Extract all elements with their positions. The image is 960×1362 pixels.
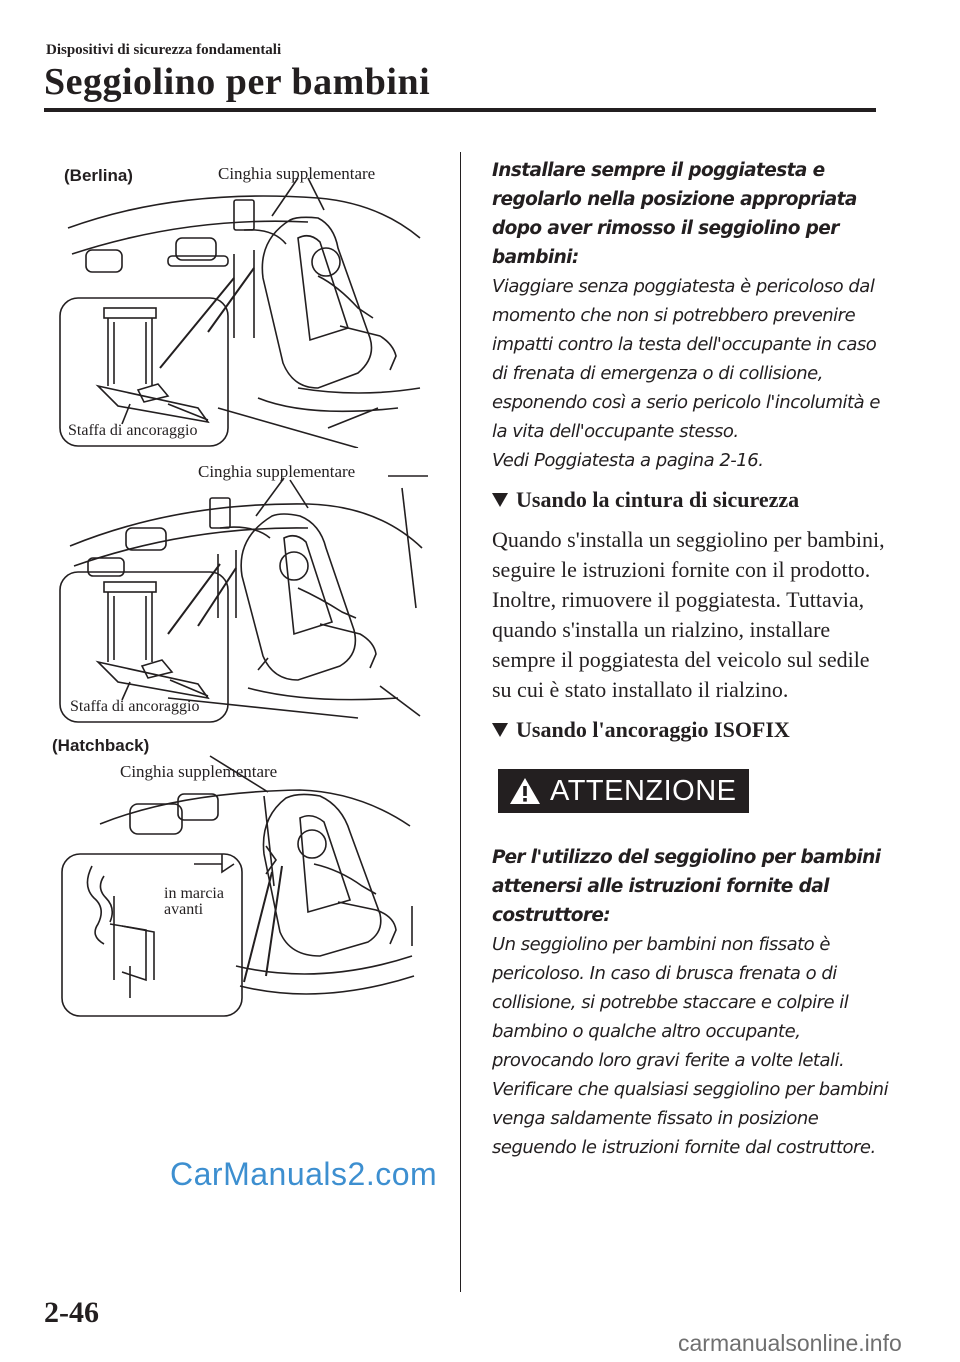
forward-direction-line1: in marcia: [164, 885, 224, 902]
anchor-bracket-label-1: Staffa di ancoraggio: [68, 422, 198, 439]
warning-heading: Per l'utilizzo del seggiolino per bambini attenersi alle istruzioni fornite dal costruttore:: [492, 847, 881, 926]
footer-site: carmanualsonline.info: [678, 1330, 902, 1356]
column-divider: [460, 152, 461, 1292]
subsection-heading-isofix-text: Usando l'ancoraggio ISOFIX: [516, 717, 790, 742]
caution-body: Viaggiare senza poggiatesta è pericoloso dal momento che non si potrebbero prevenire impatti contro la testa dell'occupante in caso di frenata di emergenza o di collisione, esponendo così a serio pericolo l'incolumità e la vita dell'occupante stesso.: [492, 276, 880, 442]
page-number: 2-46: [44, 1296, 99, 1329]
figure-sedan-tether-2: [58, 458, 428, 730]
triangle-bullet-icon: [492, 493, 508, 507]
right-column: [492, 156, 892, 1162]
seatbelt-body: Quando s'installa un seggiolino per bambini, seguire le istruzioni fornite con il prodotto.: [492, 527, 885, 582]
tether-strap-label-3: Cinghia supplementare: [120, 762, 278, 781]
sedan-seat-illustration-2: [58, 458, 428, 730]
subsection-heading-seatbelt-text: Usando la cintura di sicurezza: [516, 487, 800, 512]
title-rule: [44, 108, 876, 112]
figure-hatchback-isofix: [50, 736, 428, 1026]
figure-sedan-tether: [58, 158, 428, 448]
forward-direction-line2: avanti: [164, 901, 204, 918]
caution-heading: Installare sempre il poggiatesta e regolarlo nella posizione appropriata dopo aver rimosso il seggiolino per bambini:: [492, 160, 857, 268]
seatbelt-body-2: Inoltre, rimuovere il poggiatesta. Tuttavia, quando s'installa un rialzino, installare sempre il poggiatesta del veicolo sul sedile su cui è stato installato il rialzino.: [492, 587, 870, 702]
triangle-bullet-icon: [492, 723, 508, 737]
sedan-seat-illustration: [58, 158, 428, 448]
caution-reference: Vedi Poggiatesta a pagina 2-16.: [492, 450, 764, 471]
warning-badge: [498, 769, 749, 813]
watermark: CarManuals2.com: [170, 1156, 438, 1192]
subsection-heading-seatbelt: [492, 485, 892, 515]
warning-label: ATTENZIONE: [550, 774, 737, 807]
figure-variant-label-sedan: (Berlina): [64, 166, 133, 185]
tether-strap-label-1: Cinghia supplementare: [218, 164, 376, 183]
anchor-bracket-label-2: Staffa di ancoraggio: [70, 698, 200, 715]
subsection-heading-isofix: [492, 715, 892, 745]
forward-direction-label: [164, 886, 224, 918]
warning-body: Un seggiolino per bambini non fissato è pericoloso. In caso di brusca frenata o di collisione, si potrebbe staccare e colpire il bambino o qualche altro occupante, provocando loro gravi ferite a volte letali. Verificare che qualsiasi seggiolino per bambini venga saldamente fissato in posizione seguendo le istruzioni fornite dal costruttore.: [492, 934, 889, 1158]
section-label: Dispositivi di sicurezza fondamentali: [46, 42, 282, 58]
tether-strap-label-2: Cinghia supplementare: [198, 462, 356, 481]
figure-variant-label-hatchback: (Hatchback): [52, 736, 150, 755]
page-title: Seggiolino per bambini: [44, 61, 431, 103]
warning-triangle-icon: [508, 776, 542, 806]
